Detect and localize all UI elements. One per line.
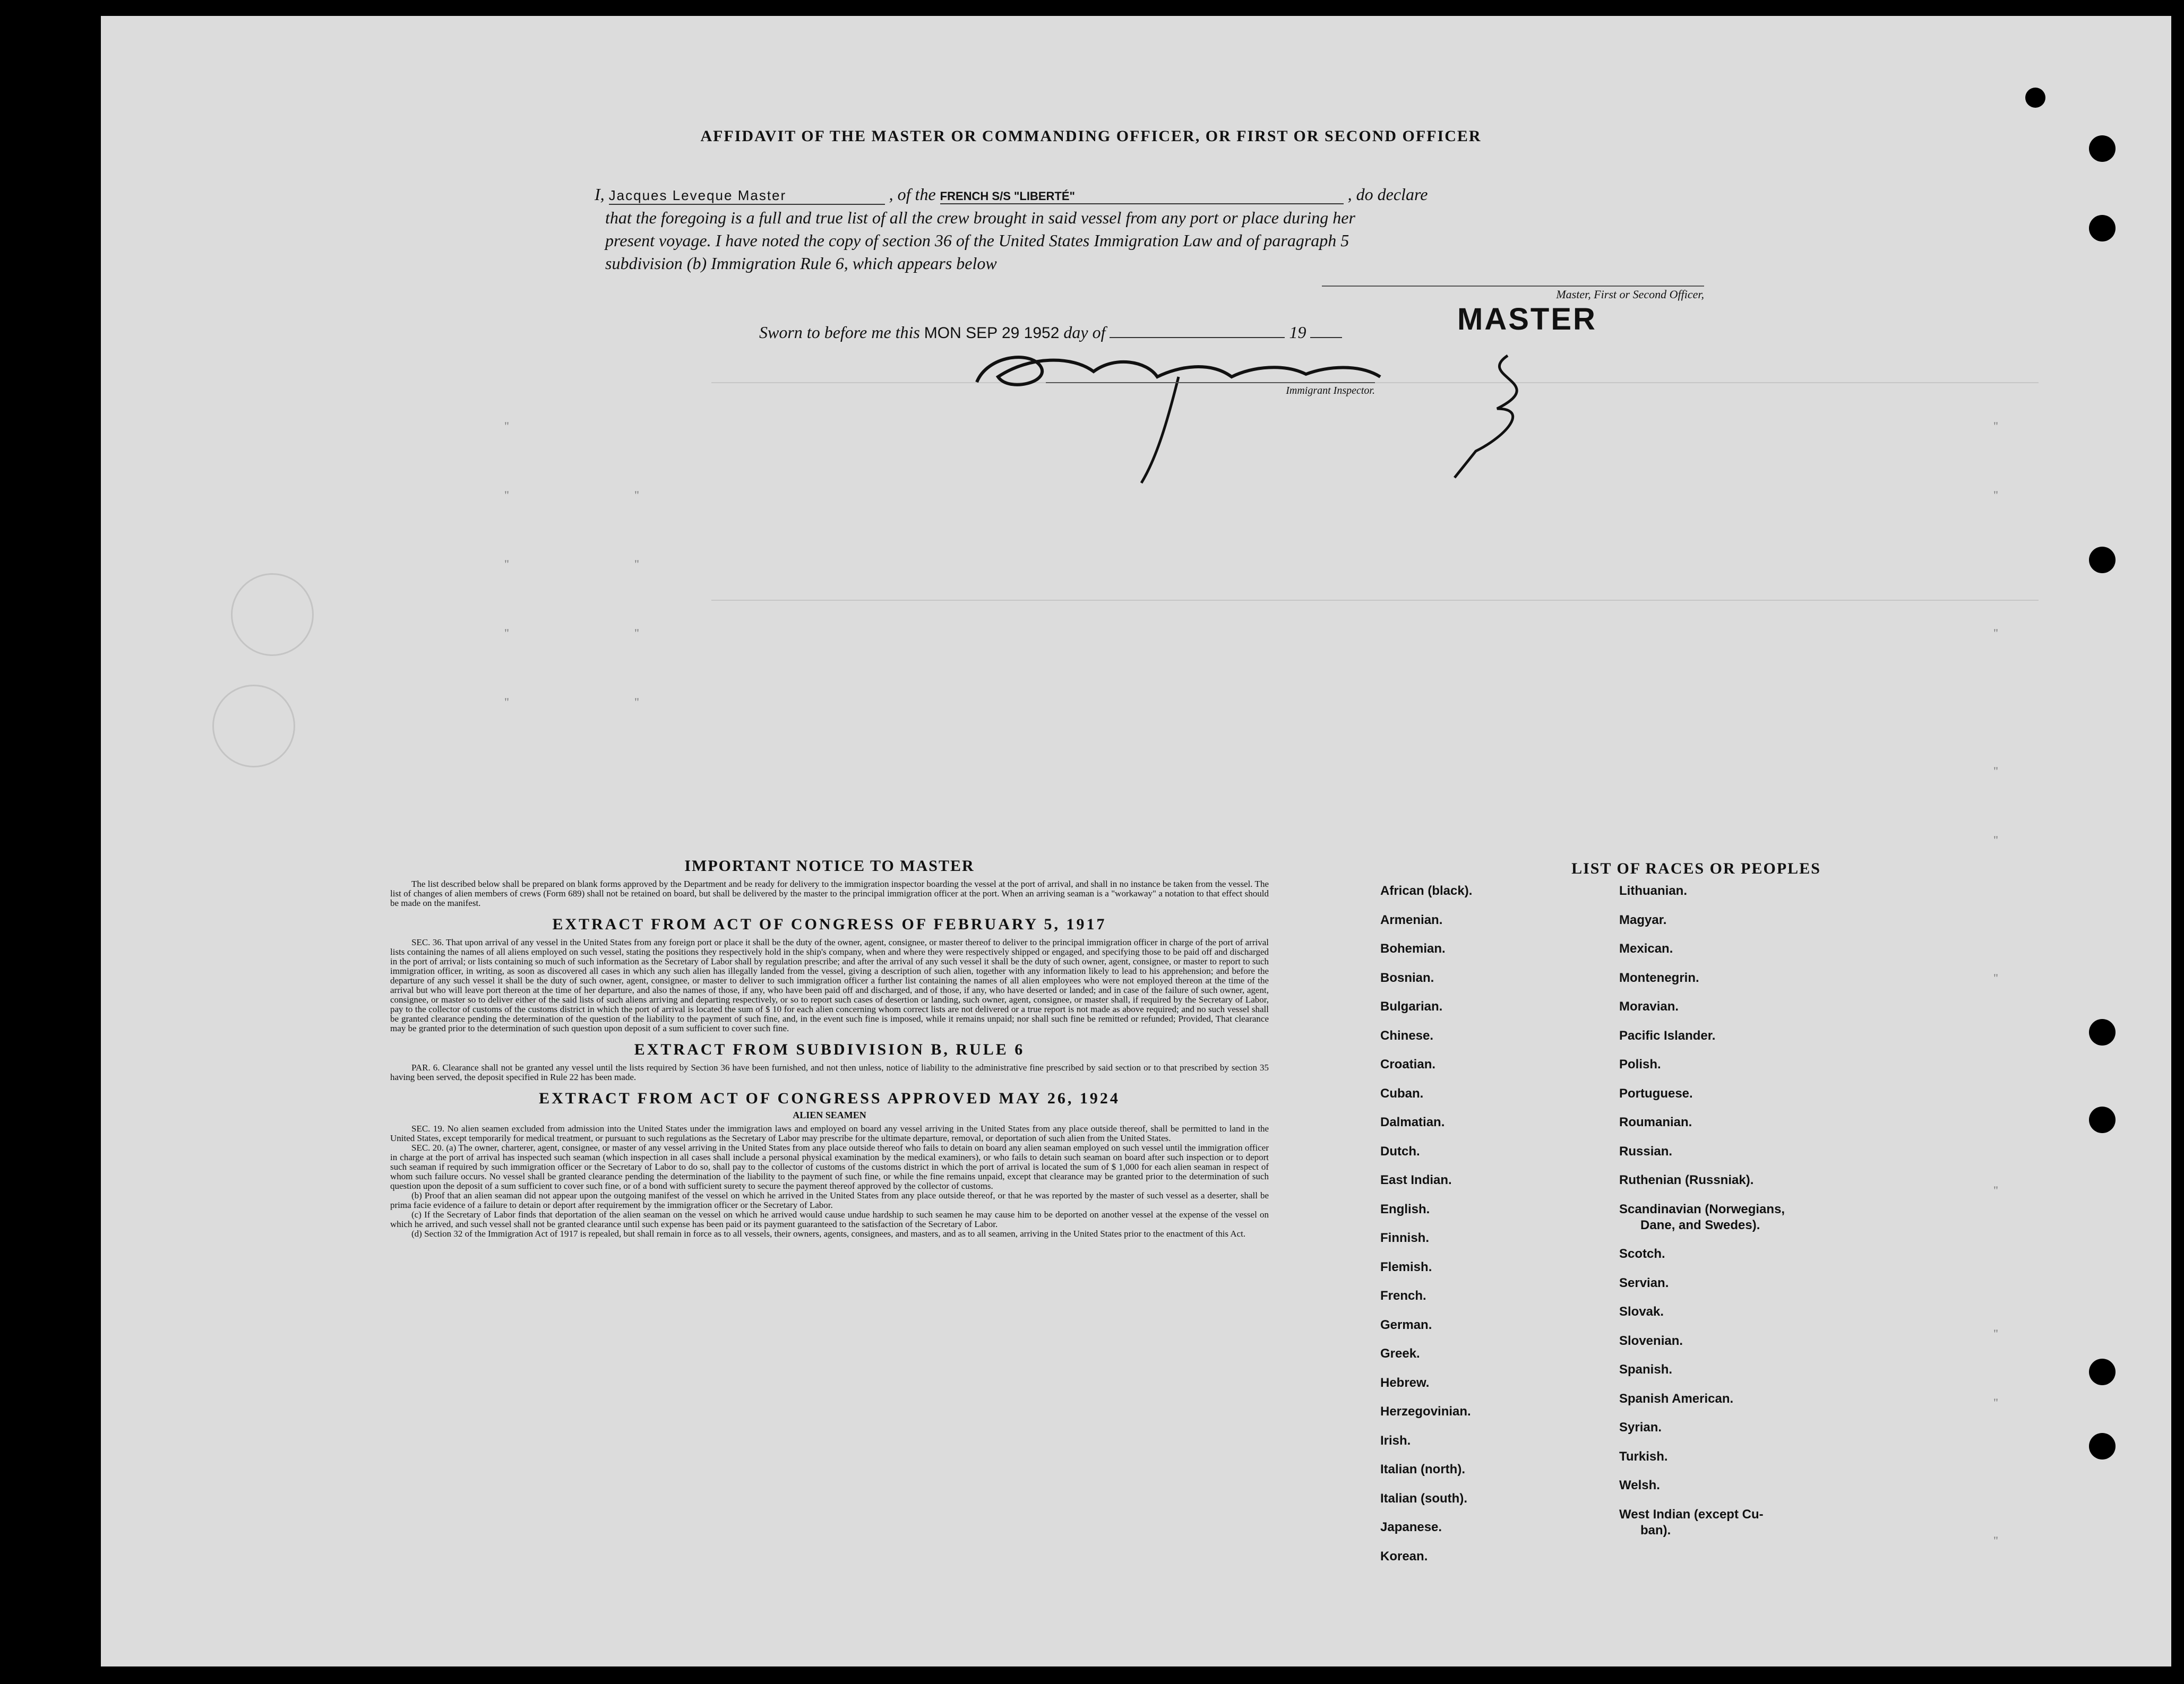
race-item: Scotch. — [1619, 1247, 1665, 1261]
race-item: Pacific Islander. — [1619, 1028, 1716, 1043]
race-item: Ruthenian (Russniak). — [1619, 1173, 1754, 1187]
race-item: African (black). — [1380, 884, 1473, 898]
race-item: East Indian. — [1380, 1173, 1452, 1187]
extract3-heading: EXTRACT FROM ACT OF CONGRESS APPROVED MAY 26, 1924 — [539, 1090, 1120, 1107]
race-item: Spanish. — [1619, 1362, 1673, 1377]
race-item: Bulgarian. — [1380, 999, 1443, 1014]
ditto-mark: " — [1993, 1534, 1998, 1547]
vessel-name-value: FRENCH S/S "LIBERTÉ" — [940, 189, 1075, 203]
race-item: Moravian. — [1619, 999, 1679, 1014]
race-item: Slovak. — [1619, 1305, 1664, 1319]
ditto-mark: " — [1993, 626, 1998, 640]
ditto-mark: " — [1993, 488, 1998, 502]
affidavit-heading: AFFIDAVIT OF THE MASTER OR COMMANDING OFFICER, OR FIRST OR SECOND OFFICER — [700, 127, 1482, 145]
race-item: Scandinavian (Norwegians, — [1619, 1202, 1785, 1216]
race-item: Dutch. — [1380, 1144, 1420, 1159]
race-item: Bohemian. — [1380, 942, 1446, 956]
master-name-value: Jacques Leveque Master — [608, 187, 787, 203]
extract2-heading: EXTRACT FROM SUBDIVISION B, RULE 6 — [634, 1041, 1025, 1058]
notice-heading: IMPORTANT NOTICE TO MASTER — [684, 857, 975, 875]
declare-label: , do declare — [1347, 185, 1428, 204]
race-item: Montenegrin. — [1619, 970, 1699, 985]
race-item: Dalmatian. — [1380, 1115, 1445, 1129]
race-item: Herzegovinian. — [1380, 1404, 1471, 1419]
race-item: West Indian (except Cu- — [1619, 1507, 1764, 1522]
ditto-mark: " — [504, 488, 509, 502]
of-label: , of the — [889, 185, 936, 204]
faint-seal — [212, 685, 295, 767]
affidavit-line1 — [595, 185, 1693, 205]
ditto-mark: " — [1993, 971, 1998, 985]
ditto-mark: " — [634, 695, 639, 709]
race-item: Japanese. — [1380, 1520, 1442, 1534]
race-item: Welsh. — [1619, 1478, 1660, 1492]
sec20a-text: SEC. 20. (a) The owner, charterer, agent, consignee, or master of any vessel arriving in the United States from any place outside thereof who fails to detain on board any alien seaman employed on such vessel until the immigration officer in charge at the port of arrival has inspected such seaman (which inspection in all cases shall include a personal physical examination by the medical examiners), or who fails to detain such seaman on board after such inspection or to deport such seaman if required by such immigration officer or the Secretary of Labor to do so, shall pay to the collector of customs of the customs district in which the port of arrival is located the sum of $ 1,000 for each alien seaman in respect of whom such failure occurs. No vessel shall be granted clearance pending the determination of the liability to the payment of such fine, or while the fine remains unpaid, except that clearance may be granted prior to the determination of such question upon the deposit of a sum sufficient to cover such fine, or of a bond with sufficient surety to secure the payment thereof approved by the collector of customs. — [390, 1143, 1269, 1191]
race-item: Syrian. — [1619, 1420, 1662, 1435]
punch-hole — [2089, 1107, 2116, 1133]
race-item: French. — [1380, 1289, 1426, 1303]
race-item: English. — [1380, 1202, 1430, 1216]
race-item: Greek. — [1380, 1346, 1420, 1361]
race-item: Cuban. — [1380, 1086, 1424, 1101]
race-item: Bosnian. — [1380, 970, 1434, 985]
faint-seal — [231, 573, 314, 656]
alien-seamen-subheading: ALIEN SEAMEN — [793, 1110, 866, 1120]
affidavit-i-label: I, — [595, 185, 605, 204]
ditto-mark: " — [634, 557, 639, 571]
ditto-mark: " — [1993, 1184, 1998, 1197]
race-item: Roumanian. — [1619, 1115, 1692, 1129]
ditto-mark: " — [1993, 419, 1998, 433]
sec19-text: SEC. 19. No alien seamen excluded from admission into the United States under the immigration laws and employed on board any vessel arriving in the United States from any place outside thereof, shall be permitted to land in the United States, except temporarily for medical treatment, or pursuant to such regulations as the Secretary of Labor may prescribe for the ultimate departure, removal, or deportation of such alien from the United States. — [390, 1124, 1269, 1143]
punch-hole — [2089, 215, 2116, 241]
race-item: Dane, and Swedes). — [1640, 1217, 1760, 1232]
inspector-signature-line — [1046, 382, 1375, 383]
race-item: Russian. — [1619, 1144, 1673, 1159]
race-item: Korean. — [1380, 1549, 1428, 1564]
race-item: Mexican. — [1619, 942, 1673, 956]
race-item: Armenian. — [1380, 912, 1443, 927]
punch-hole — [2089, 547, 2116, 573]
race-item: Polish. — [1619, 1057, 1661, 1072]
document-page — [101, 16, 2171, 1666]
ditto-mark: " — [634, 488, 639, 502]
races-heading: LIST OF RACES OR PEOPLES — [1571, 860, 1821, 877]
ditto-mark: " — [1993, 1396, 1998, 1409]
inspector-caption: Immigrant Inspector. — [1286, 385, 1375, 396]
race-item: Spanish American. — [1619, 1391, 1734, 1406]
day-of-label: day of — [1063, 323, 1106, 342]
race-item: Hebrew. — [1380, 1375, 1430, 1390]
notice-section — [390, 857, 1269, 1239]
ditto-mark: " — [504, 695, 509, 709]
race-item: Chinese. — [1380, 1028, 1434, 1043]
ditto-mark: " — [634, 626, 639, 640]
affidavit-line4: subdivision (b) Immigration Rule 6, which appears below — [605, 254, 997, 273]
ditto-mark: " — [504, 626, 509, 640]
race-item: Slovenian. — [1619, 1333, 1683, 1348]
notice-intro: The list described below shall be prepared on blank forms approved by the Department and be ready for delivery to the immigration inspector boarding the vessel at the port of arrival, and shall in no instance be taken from the vessel. The list of changes of alien members of crews (Form 689) shall not be retained on board, but shall be delivered by the master to the principal immigration officer at the port. When an arriving seaman is a "workaway" a notation to that effect should be made on the manifest. — [390, 879, 1269, 908]
par6-text: PAR. 6. Clearance shall not be granted any vessel until the lists required by Section 36 have been furnished, and not then unless, notice of liability to the administrative fine prescribed by said section or to that prescribed by section 35 having been served, the deposit specified in Rule 22 has been made. — [390, 1063, 1269, 1082]
affidavit-line2: that the foregoing is a full and true list of all the crew brought in said vessel from any port or place during her — [605, 208, 1355, 227]
sec20c-text: (c) If the Secretary of Labor finds that deportation of the alien seaman on the vessel on which he arrived would cause undue hardship to such seamen he may cause him to be deported on another vessel at the expense of the vessel on which he arrived, and such vessel shall not be granted clearance until such expense has been paid or its payment guaranteed to the satisfaction of the Secretary of Labor. — [390, 1210, 1269, 1229]
officer-caption: Master, First or Second Officer, — [1556, 288, 1704, 301]
race-item: Finnish. — [1380, 1231, 1429, 1245]
vessel-field — [940, 189, 1344, 204]
race-item: Portuguese. — [1619, 1086, 1693, 1101]
sworn-date-stamp: MON SEP 29 1952 — [924, 324, 1060, 342]
sworn-label: Sworn to before me this — [759, 323, 920, 342]
race-item: Magyar. — [1619, 912, 1667, 927]
punch-hole — [2089, 1433, 2116, 1460]
year-prefix: 19 — [1289, 323, 1306, 342]
race-item: Lithuanian. — [1619, 884, 1687, 898]
sec20b-text: (b) Proof that an alien seaman did not appear upon the outgoing manifest of the vessel on which he arrived in the United States from any place outside thereof, or that he was reported by the master of such vessel as a deserter, shall be prima facie evidence of a failure to detain or deport after requirement by the immigration officer or the Secretary of Labor. — [390, 1190, 1269, 1210]
ditto-mark: " — [504, 419, 509, 433]
ditto-mark: " — [1993, 833, 1998, 847]
race-item: Italian (north). — [1380, 1462, 1465, 1476]
sec20d-text: (d) Section 32 of the Immigration Act of 1917 is repealed, but shall remain in force as to all vessels, their owners, agents, consignees, and masters, and as to all seamen, arriving in the United States prior to the enactment of this Act. — [411, 1229, 1246, 1239]
officer-signature-line — [1322, 286, 1704, 287]
master-signature — [1444, 345, 1561, 483]
ditto-mark: " — [504, 557, 509, 571]
race-item: German. — [1380, 1317, 1432, 1332]
bleed-through-rule — [711, 600, 2039, 601]
punch-hole — [2025, 88, 2045, 108]
race-item: Italian (south). — [1380, 1491, 1467, 1506]
master-name-field — [609, 187, 885, 205]
race-item: Irish. — [1380, 1433, 1411, 1448]
punch-hole — [2089, 135, 2116, 162]
officer-stamp: MASTER — [1457, 302, 1597, 336]
extract1-heading: EXTRACT FROM ACT OF CONGRESS OF FEBRUARY 5, 1917 — [552, 916, 1107, 933]
affidavit-line3: present voyage. I have noted the copy of section 36 of the United States Immigration Law and of paragraph 5 — [605, 231, 1349, 250]
ditto-mark: " — [1993, 1327, 1998, 1340]
sec36-text: SEC. 36. That upon arrival of any vessel in the United States from any foreign port or place it shall be the duty of the owner, agent, consignee, or master thereof to deliver to the principal immigration officer in charge of the port of arrival lists containing the names of all aliens employed on such vessel, stating the positions they respectively hold in the ship's company, when and where they were respectively shipped or engaged, and specifying those to be paid off and discharged in the port of arrival; or lists containing so much of such information as the Secretary of Labor shall by regulation prescribe; and after the arrival of any such vessel it shall be the duty of such owner, agent, consignee, or master to report to such immigration officer, in writing, as soon as discovered all cases in which any such alien has illegally landed from the vessel, giving a description of such alien, together with any information likely to lead to his apprehension; and before the departure of any such vessel it shall be the duty of such owner, agent, consignee, or master to deliver to such immigration officer a further list containing the names of all alien employees who were not employed thereon at the time of the arrival but who will leave port thereon at the time of her departure, and also the names of those, if any, who have been paid off and discharged, and of those, if any, who have deserted or landed; and in case of the failure of such owner, agent, consignee, or master so to deliver either of the said lists of such aliens arriving and departing respectively, or so to report such cases of desertion or landing, such owner, agent, consignee, or master shall, if required by the Secretary of Labor, pay to the collector of customs of the customs district in which the port of arrival is located the sum of $ 10 for each alien concerning whom correct lists are not delivered or a true report is not made as above required; and no such vessel shall be granted clearance pending the determination of the question of the liability to the payment of such fine, and, in the event such fine is imposed, while it remains unpaid; nor shall such fine be remitted or refunded; Provided, That clearance may be granted prior to the determination of such question upon deposit of a sum sufficient to cover such fine. — [390, 937, 1269, 1033]
race-item: Servian. — [1619, 1275, 1669, 1290]
race-item: Flemish. — [1380, 1259, 1432, 1274]
ditto-mark: " — [1993, 764, 1998, 778]
race-item: ban). — [1640, 1523, 1671, 1538]
race-item: Turkish. — [1619, 1449, 1668, 1464]
inspector-signature — [956, 334, 1486, 494]
punch-hole — [2089, 1019, 2116, 1046]
race-item: Croatian. — [1380, 1057, 1436, 1072]
punch-hole — [2089, 1359, 2116, 1385]
